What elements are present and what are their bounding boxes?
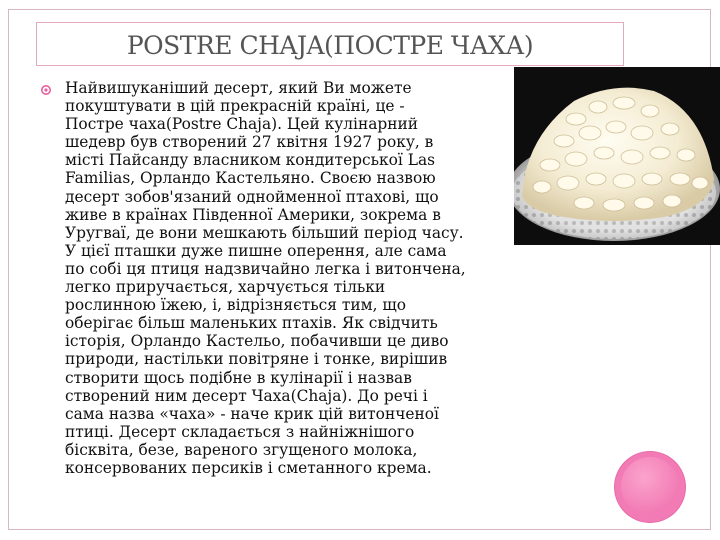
slide-body-text xyxy=(65,79,545,477)
body-line: створений ним десерт Чаха(Chaja). До речі і xyxy=(65,386,428,405)
body-line: Найвишуканіший десерт, який Ви можете xyxy=(65,79,412,97)
body-line: Уругваї, де вони мешкають більший період часу. xyxy=(65,223,464,242)
body-line: легко приручається, харчується тільки xyxy=(65,278,386,297)
body-line: бісквіта, безе, вареного згущеного молока, xyxy=(65,440,418,459)
body-line: створити щось подібне в кулінарії і назвав xyxy=(65,368,412,387)
slide-title: POSTRE CHAJA(ПОСТРЕ ЧАХА) xyxy=(126,31,534,60)
body-line: консервованих персиків і сметанного крема. xyxy=(65,458,432,477)
pink-ring-bullet-icon xyxy=(40,84,52,96)
decorative-pink-circle xyxy=(615,452,685,522)
body-line: У цієї пташки дуже пишне оперення, але сама xyxy=(65,241,447,260)
body-line: покуштувати в цій прекрасній країні, це - xyxy=(65,97,405,116)
body-line: сама назва «чаха» - наче крик цій витонченої xyxy=(65,404,439,423)
body-line: місті Пайсанду власником кондитерської Las xyxy=(65,151,436,170)
body-line: Постре чаха(Postre Chaja). Цей кулінарний xyxy=(65,115,419,134)
body-line: живе в країнах Південної Америки, зокрема в xyxy=(65,205,441,224)
body-line: рослинною їжею, і, відрізняється тим, що xyxy=(65,296,406,315)
body-line: Familias, Орландо Кастельяно. Своєю назвою xyxy=(65,169,436,188)
body-line: по собі ця птиця надзвичайно легка і витончена, xyxy=(65,259,466,278)
body-line: історія, Орландо Кастельо, побачивши це диво xyxy=(65,332,449,351)
body-line: птиці. Десерт складається з найніжнішого xyxy=(65,422,415,441)
body-line: природи, настільки повітряне і тонке, вирішив xyxy=(65,350,448,369)
body-line: десерт зобов'язаний однойменної птахові, що xyxy=(65,187,439,206)
body-line: оберігає більш маленьких птахів. Як свідчить xyxy=(65,314,438,333)
body-line: шедевр був створений 27 квітня 1927 року, в xyxy=(65,133,434,152)
